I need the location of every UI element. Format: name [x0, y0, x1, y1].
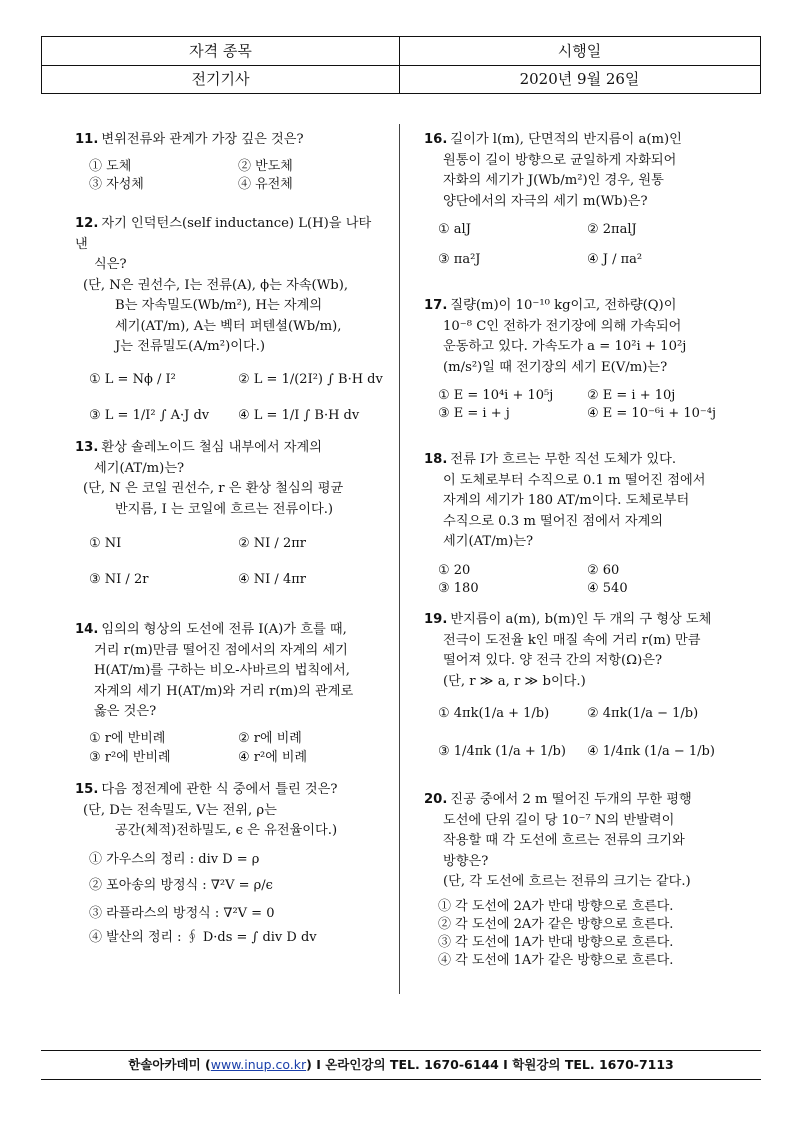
question-text-line: 방향은?: [443, 853, 489, 869]
question-number: 11.: [75, 132, 99, 147]
option-2[interactable]: ② 60: [587, 562, 620, 578]
option-3[interactable]: ③ r²에 반비례: [89, 749, 171, 765]
condition-line: 반지름, I 는 코일에 흐르는 전류이다.): [115, 501, 334, 517]
question-text-line: 식은?: [94, 257, 127, 272]
question-text-line: 거리 r(m)만큼 떨어진 점에서의 자계의 세기: [94, 642, 348, 658]
option-3[interactable]: ③ 자성체: [89, 176, 144, 192]
question-number: 14.: [75, 622, 99, 637]
option-1[interactable]: ① alJ: [438, 222, 471, 237]
option-1[interactable]: ① NI: [89, 536, 122, 551]
option-4[interactable]: ④ 유전체: [238, 176, 293, 192]
footer-brand: 한솔아카데미 (: [128, 1057, 211, 1072]
question-text-line: 질량(m)이 10⁻¹⁰ kg이고, 전하량(Q)이: [450, 298, 677, 313]
condition-line: (단, N은 권선수, I는 전류(A), ϕ는 자속(Wb),: [83, 277, 349, 293]
footer-contact: ) I 온라인강의 TEL. 1670-6144 I 학원강의 TEL. 1670-7113: [306, 1057, 674, 1072]
question-19: [424, 610, 724, 774]
condition-line: J는 전류밀도(A/m²)이다.): [115, 339, 266, 354]
option-1[interactable]: ① 가우스의 정리 : div D = ρ: [89, 851, 260, 867]
option-4[interactable]: ④ 각 도선에 1A가 같은 방향으로 흐른다.: [438, 952, 674, 968]
option-2[interactable]: ② L = 1/(2I²) ∫ B·H dv: [238, 371, 383, 387]
option-4[interactable]: ④ J / πa²: [587, 252, 643, 267]
exam-header-table: [41, 36, 761, 94]
condition-line: (단, r ≫ a, r ≫ b이다.): [443, 673, 586, 689]
option-3[interactable]: ③ πa²J: [438, 252, 481, 267]
option-2[interactable]: ② 포아송의 방정식 : ∇²V = ρ/ϵ: [89, 877, 273, 893]
condition-line: (단, D는 전속밀도, V는 전위, ρ는: [83, 802, 277, 818]
question-text-line: 세기(AT/m)는?: [443, 534, 534, 549]
option-2[interactable]: ② 반도체: [238, 158, 293, 174]
question-20: [424, 790, 724, 973]
condition-line: (단, N 은 코일 권선수, r 은 환상 철심의 평균: [83, 481, 344, 496]
header-row-labels: [42, 37, 760, 66]
option-3[interactable]: ③ L = 1/I² ∫ A·J dv: [89, 407, 210, 423]
option-4[interactable]: ④ 1/4πk (1/a − 1/b): [587, 744, 715, 759]
question-14: [75, 620, 375, 769]
option-4[interactable]: ④ 540: [587, 580, 628, 596]
header-row-values: [42, 65, 760, 93]
question-11: [75, 130, 375, 197]
question-number: 18.: [424, 452, 448, 467]
option-2[interactable]: ② NI / 2πr: [238, 536, 306, 551]
question-number: 13.: [75, 440, 99, 455]
question-text-line: 자계의 세기 H(AT/m)와 거리 r(m)의 관계로: [94, 683, 354, 699]
option-4[interactable]: ④ E = 10⁻⁶i + 10⁻⁴j: [587, 406, 717, 421]
question-text: 다음 정전계에 관한 식 중에서 틀린 것은?: [101, 782, 338, 797]
condition-line: (단, 각 도선에 흐르는 전류의 크기는 같다.): [443, 874, 691, 889]
option-3[interactable]: ③ 1/4πk (1/a + 1/b): [438, 744, 566, 759]
option-2[interactable]: ② 각 도선에 2A가 같은 방향으로 흐른다.: [438, 916, 674, 932]
column-divider: [399, 124, 400, 994]
question-text-line: 운동하고 있다. 가속도가 a = 10²i + 10²j: [443, 339, 687, 354]
option-1[interactable]: ① 각 도선에 2A가 반대 방향으로 흐른다.: [438, 898, 674, 914]
question-number: 16.: [424, 132, 448, 147]
question-text-line: 길이가 l(m), 단면적의 반지름이 a(m)인: [450, 132, 682, 147]
question-text-line: 전류 I가 흐르는 무한 직선 도체가 있다.: [450, 452, 677, 467]
option-2[interactable]: ② E = i + 10j: [587, 388, 676, 403]
question-text-line: 환상 솔레노이드 철심 내부에서 자계의: [101, 440, 322, 455]
option-4[interactable]: ④ r²에 비례: [238, 749, 308, 765]
question-text-line: 수직으로 0.3 m 떨어진 점에서 자계의: [443, 513, 664, 529]
condition-line: B는 자속밀도(Wb/m²), H는 자계의: [115, 298, 323, 313]
question-text-line: 이 도체로부터 수직으로 0.1 m 떨어진 점에서: [443, 472, 706, 488]
option-2[interactable]: ② r에 비례: [238, 730, 302, 746]
question-16: [424, 130, 724, 276]
question-text-line: 도선에 단위 길이 당 10⁻⁷ N의 반발력이: [443, 812, 675, 828]
subject-value: 전기기사: [42, 65, 400, 93]
question-12: [75, 214, 383, 448]
option-1[interactable]: ① 4πk(1/a + 1/b): [438, 706, 550, 721]
option-3[interactable]: ③ 각 도선에 1A가 반대 방향으로 흐른다.: [438, 934, 674, 950]
date-label: 시행일: [557, 42, 602, 60]
option-1[interactable]: ① L = Nϕ / I²: [89, 371, 176, 387]
question-text-line: 반지름이 a(m), b(m)인 두 개의 구 형상 도체: [450, 612, 712, 627]
option-1[interactable]: ① 20: [438, 562, 471, 578]
question-13: [75, 438, 375, 614]
option-4[interactable]: ④ NI / 4πr: [238, 572, 306, 587]
question-text-line: 세기(AT/m)는?: [94, 460, 185, 476]
question-17: [424, 296, 724, 426]
condition-line: 세기(AT/m), A는 벡터 퍼텐셜(Wb/m),: [115, 318, 342, 334]
question-text-line: 전극이 도전율 k인 매질 속에 거리 r(m) 만큼: [443, 632, 701, 648]
option-2[interactable]: ② 4πk(1/a − 1/b): [587, 706, 699, 721]
question-number: 19.: [424, 612, 448, 627]
question-15: [75, 780, 375, 960]
question-text-line: 10⁻⁸ C인 전하가 전기장에 의해 가속되어: [443, 318, 682, 334]
option-2[interactable]: ② 2πalJ: [587, 222, 637, 237]
question-number: 15.: [75, 782, 99, 797]
question-text-line: 진공 중에서 2 m 떨어진 두개의 무한 평행: [450, 792, 692, 807]
question-text-line: H(AT/m)를 구하는 비오-사바르의 법칙에서,: [94, 663, 350, 678]
option-3[interactable]: ③ 180: [438, 580, 479, 596]
option-3[interactable]: ③ E = i + j: [438, 406, 510, 421]
subject-label: 자격 종목: [42, 37, 400, 65]
question-text-line: 떨어져 있다. 양 전극 간의 저항(Ω)은?: [443, 653, 663, 668]
option-3[interactable]: ③ 라플라스의 방정식 : ∇²V = 0: [89, 905, 275, 921]
option-1[interactable]: ① E = 10⁴i + 10⁵j: [438, 388, 554, 403]
page-footer: [41, 1050, 761, 1080]
option-4[interactable]: ④ L = 1/I ∫ B·H dv: [238, 407, 360, 423]
question-18: [424, 450, 724, 601]
question-text-line: 임의의 형상의 도선에 전류 I(A)가 흐를 때,: [101, 622, 347, 637]
question-text-line: 작용할 때 각 도선에 흐르는 전류의 크기와: [443, 833, 685, 848]
condition-line: 공간(체적)전하밀도, ϵ 은 유전율이다.): [115, 823, 338, 838]
question-text-line: 자계의 세기가 180 AT/m이다. 도체로부터: [443, 493, 690, 508]
question-number: 20.: [424, 792, 448, 807]
question-text-line: (m/s²)일 때 전기장의 세기 E(V/m)는?: [443, 359, 668, 375]
question-text-line: 자화의 세기가 J(Wb/m²)인 경우, 원통: [443, 173, 664, 188]
question-text-line: 원통이 길이 방향으로 균일하게 자화되어: [443, 152, 677, 168]
option-4[interactable]: ④ 발산의 정리 : ∮ D·ds = ∫ div D dv: [89, 929, 317, 945]
question-number: 12.: [75, 216, 99, 231]
footer-website-link[interactable]: www.inup.co.kr: [210, 1057, 307, 1072]
option-3[interactable]: ③ NI / 2r: [89, 572, 149, 587]
date-value: 2020년 9월 26일: [519, 70, 640, 88]
question-number: 17.: [424, 298, 448, 313]
question-text-line: 옳은 것은?: [94, 704, 157, 719]
question-text: 변위전류와 관계가 가장 깊은 것은?: [101, 132, 304, 147]
option-1[interactable]: ① 도체: [89, 158, 132, 174]
question-text-line: 자기 인덕턴스(self inductance) L(H)을 나타낸: [75, 216, 372, 252]
question-text-line: 양단에서의 자극의 세기 m(Wb)은?: [443, 193, 648, 209]
option-1[interactable]: ① r에 반비례: [89, 730, 166, 746]
